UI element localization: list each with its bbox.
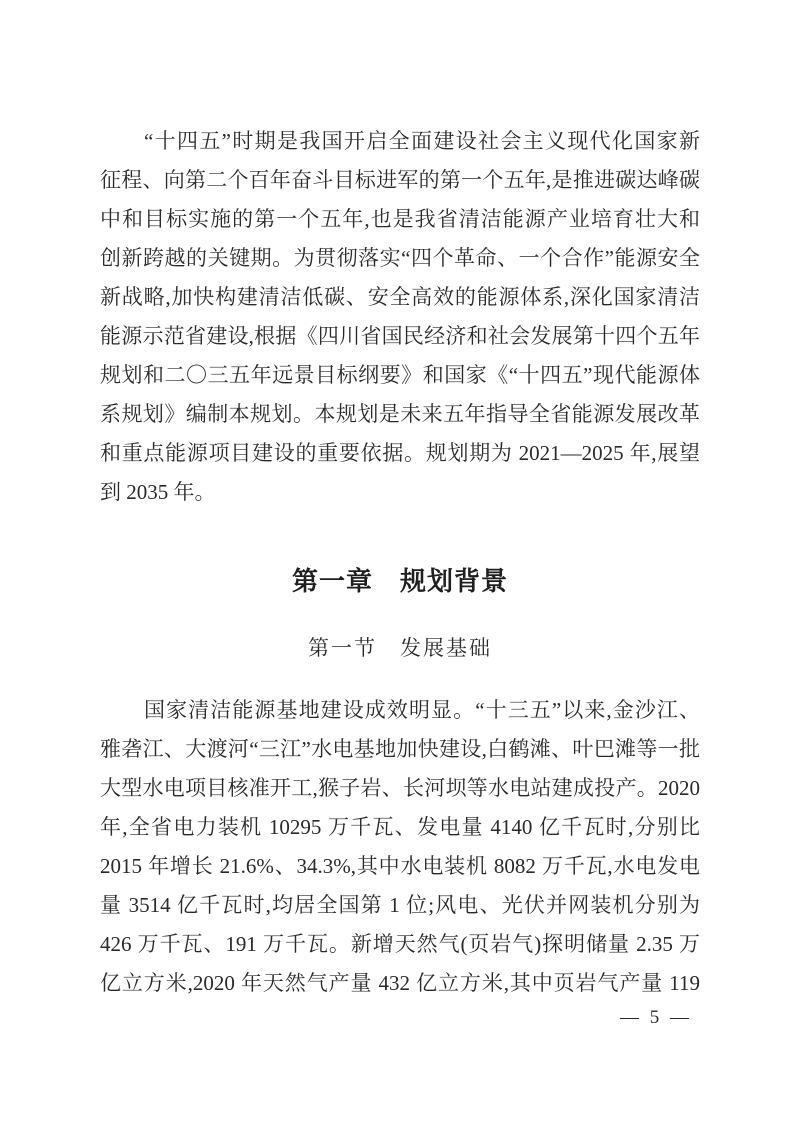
text-line: “十四五”时期是我国开启全面建设社会主义现代化国家新	[144, 129, 700, 153]
section-heading: 第一节 发展基础	[308, 636, 492, 660]
text-line: 创新跨越的关键期。为贯彻落实“四个革命、一个合作”能源安全	[100, 246, 700, 270]
body-paragraph	[100, 691, 700, 1003]
page-number: — 5 —	[620, 1007, 692, 1028]
text-line: 2015 年增长 21.6%、34.3%,其中水电装机 8082 万千瓦,水电发电	[100, 854, 700, 878]
text-line: 年,全省电力装机 10295 万千瓦、发电量 4140 亿千瓦时,分别比	[100, 815, 700, 839]
text-line: 系规划》编制本规划。本规划是未来五年指导全省能源发展改革	[100, 402, 700, 426]
chapter-heading: 第一章 规划背景	[291, 566, 508, 596]
text-line: 征程、向第二个百年奋斗目标进军的第一个五年,是推进碳达峰碳	[100, 168, 700, 192]
text-line: 能源示范省建设,根据《四川省国民经济和社会发展第十四个五年	[100, 324, 700, 348]
text-line: 到 2035 年。	[100, 480, 216, 504]
text-line: 大型水电项目核准开工,猴子岩、长河坝等水电站建成投产。2020	[100, 776, 700, 800]
text-line: 亿立方米,2020 年天然气产量 432 亿立方米,其中页岩气产量 119	[100, 971, 700, 995]
text-line: 新战略,加快构建清洁低碳、安全高效的能源体系,深化国家清洁	[100, 285, 700, 309]
text-line: 426 万千瓦、191 万千瓦。新增天然气(页岩气)探明储量 2.35 万	[100, 932, 700, 956]
text-line: 规划和二〇三五年远景目标纲要》和国家《“十四五”现代能源体	[100, 363, 700, 387]
text-line: 量 3514 亿千瓦时,均居全国第 1 位;风电、光伏并网装机分别为	[100, 893, 700, 917]
text-line: 雅砻江、大渡河“三江”水电基地加快建设,白鹤滩、叶巴滩等一批	[100, 737, 700, 761]
intro-paragraph	[100, 122, 700, 512]
text-line: 中和目标实施的第一个五年,也是我省清洁能源产业培育壮大和	[100, 207, 700, 231]
text-line: 和重点能源项目建设的重要依据。规划期为 2021—2025 年,展望	[100, 441, 700, 465]
text-line: 国家清洁能源基地建设成效明显。“十三五”以来,金沙江、	[144, 698, 700, 722]
